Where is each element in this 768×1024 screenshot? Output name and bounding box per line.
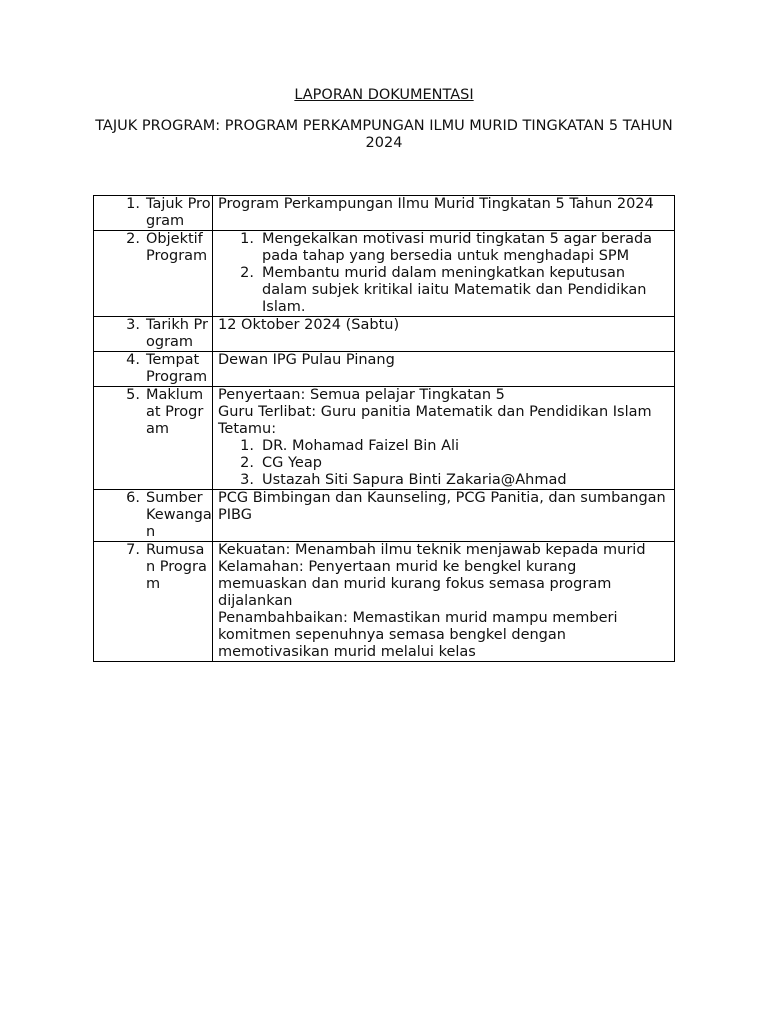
guest-item <box>218 438 669 455</box>
improvement-text: Penambahbaikan: Memastikan murid mampu memberi komitmen sepenuhnya semasa bengkel dengan memotivasikan murid melalui kelas <box>218 610 618 660</box>
row-label-cell <box>94 352 213 387</box>
row-label: Rumusan Program <box>146 542 207 592</box>
row-value-cell <box>213 231 675 317</box>
row-number: 7. <box>126 542 140 558</box>
row-label-cell <box>94 317 213 352</box>
list-item <box>218 265 669 316</box>
table-row <box>94 387 675 490</box>
row-label-cell <box>94 196 213 231</box>
row-number: 3. <box>126 317 140 333</box>
row-value: Program Perkampungan Ilmu Murid Tingkatan 5 Tahun 2024 <box>218 196 654 212</box>
row-label: Tarikh Program <box>146 317 208 350</box>
guest-item <box>218 455 669 472</box>
row-label: Tempat Program <box>146 352 208 385</box>
row-value-cell <box>213 542 675 662</box>
guest-name: CG Yeap <box>262 455 322 471</box>
row-label-cell <box>94 542 213 662</box>
list-item-number: 3. <box>240 472 254 488</box>
list-item-text: Mengekalkan motivasi murid tingkatan 5 agar berada pada tahap yang bersedia untuk menghadapi SPM <box>262 231 653 264</box>
row-value-cell <box>213 317 675 352</box>
guests-label: Tetamu: <box>218 421 277 437</box>
teachers-text: Guru Terlibat: Guru panitia Matematik dan Pendidikan Islam <box>218 404 652 420</box>
row-label: Tajuk Program <box>146 196 211 229</box>
row-number: 6. <box>126 490 140 506</box>
row-label: Maklumat Program <box>146 387 204 437</box>
row-value: 12 Oktober 2024 (Sabtu) <box>218 317 400 333</box>
row-number: 1. <box>126 196 140 212</box>
weakness-text: Kelamahan: Penyertaan murid ke bengkel kurang memuaskan dan murid kurang fokus semasa program dijalankan <box>218 559 612 609</box>
report-table <box>93 195 675 662</box>
row-label: Sumber Kewangan <box>146 490 212 540</box>
row-number: 5. <box>126 387 140 403</box>
list-item-text: Membantu murid dalam meningkatkan keputusan dalam subjek kritikal iaitu Matematik dan Pendidikan Islam. <box>262 265 647 315</box>
participation-text: Penyertaan: Semua pelajar Tingkatan 5 <box>218 387 505 403</box>
row-value-cell <box>213 490 675 542</box>
guest-name: DR. Mohamad Faizel Bin Ali <box>262 438 460 454</box>
row-value: Dewan IPG Pulau Pinang <box>218 352 395 368</box>
table-row <box>94 196 675 231</box>
guest-name: Ustazah Siti Sapura Binti Zakaria@Ahmad <box>262 472 567 488</box>
row-value: PCG Bimbingan dan Kaunseling, PCG Panitia, dan sumbangan PIBG <box>218 490 666 523</box>
row-number: 4. <box>126 352 140 368</box>
row-label-cell <box>94 231 213 317</box>
row-label-cell <box>94 387 213 490</box>
list-item-number: 1. <box>240 231 254 247</box>
row-value-cell <box>213 196 675 231</box>
table-row <box>94 317 675 352</box>
list-item-number: 2. <box>240 265 254 281</box>
row-number: 2. <box>126 231 140 247</box>
list-item <box>218 231 669 265</box>
document-title: LAPORAN DOKUMENTASI <box>294 87 474 103</box>
row-label-cell <box>94 490 213 542</box>
list-item-number: 2. <box>240 455 254 471</box>
row-value-cell <box>213 387 675 490</box>
strength-text: Kekuatan: Menambah ilmu teknik menjawab kepada murid <box>218 542 646 558</box>
row-value-cell <box>213 352 675 387</box>
table-row <box>94 352 675 387</box>
guest-item <box>218 472 669 489</box>
document-subtitle: TAJUK PROGRAM: PROGRAM PERKAMPUNGAN ILMU MURID TINGKATAN 5 TAHUN 2024 <box>95 118 673 151</box>
table-row <box>94 231 675 317</box>
table-row <box>94 490 675 542</box>
table-row <box>94 542 675 662</box>
row-label: Objektif Program <box>146 231 208 264</box>
list-item-number: 1. <box>240 438 254 454</box>
